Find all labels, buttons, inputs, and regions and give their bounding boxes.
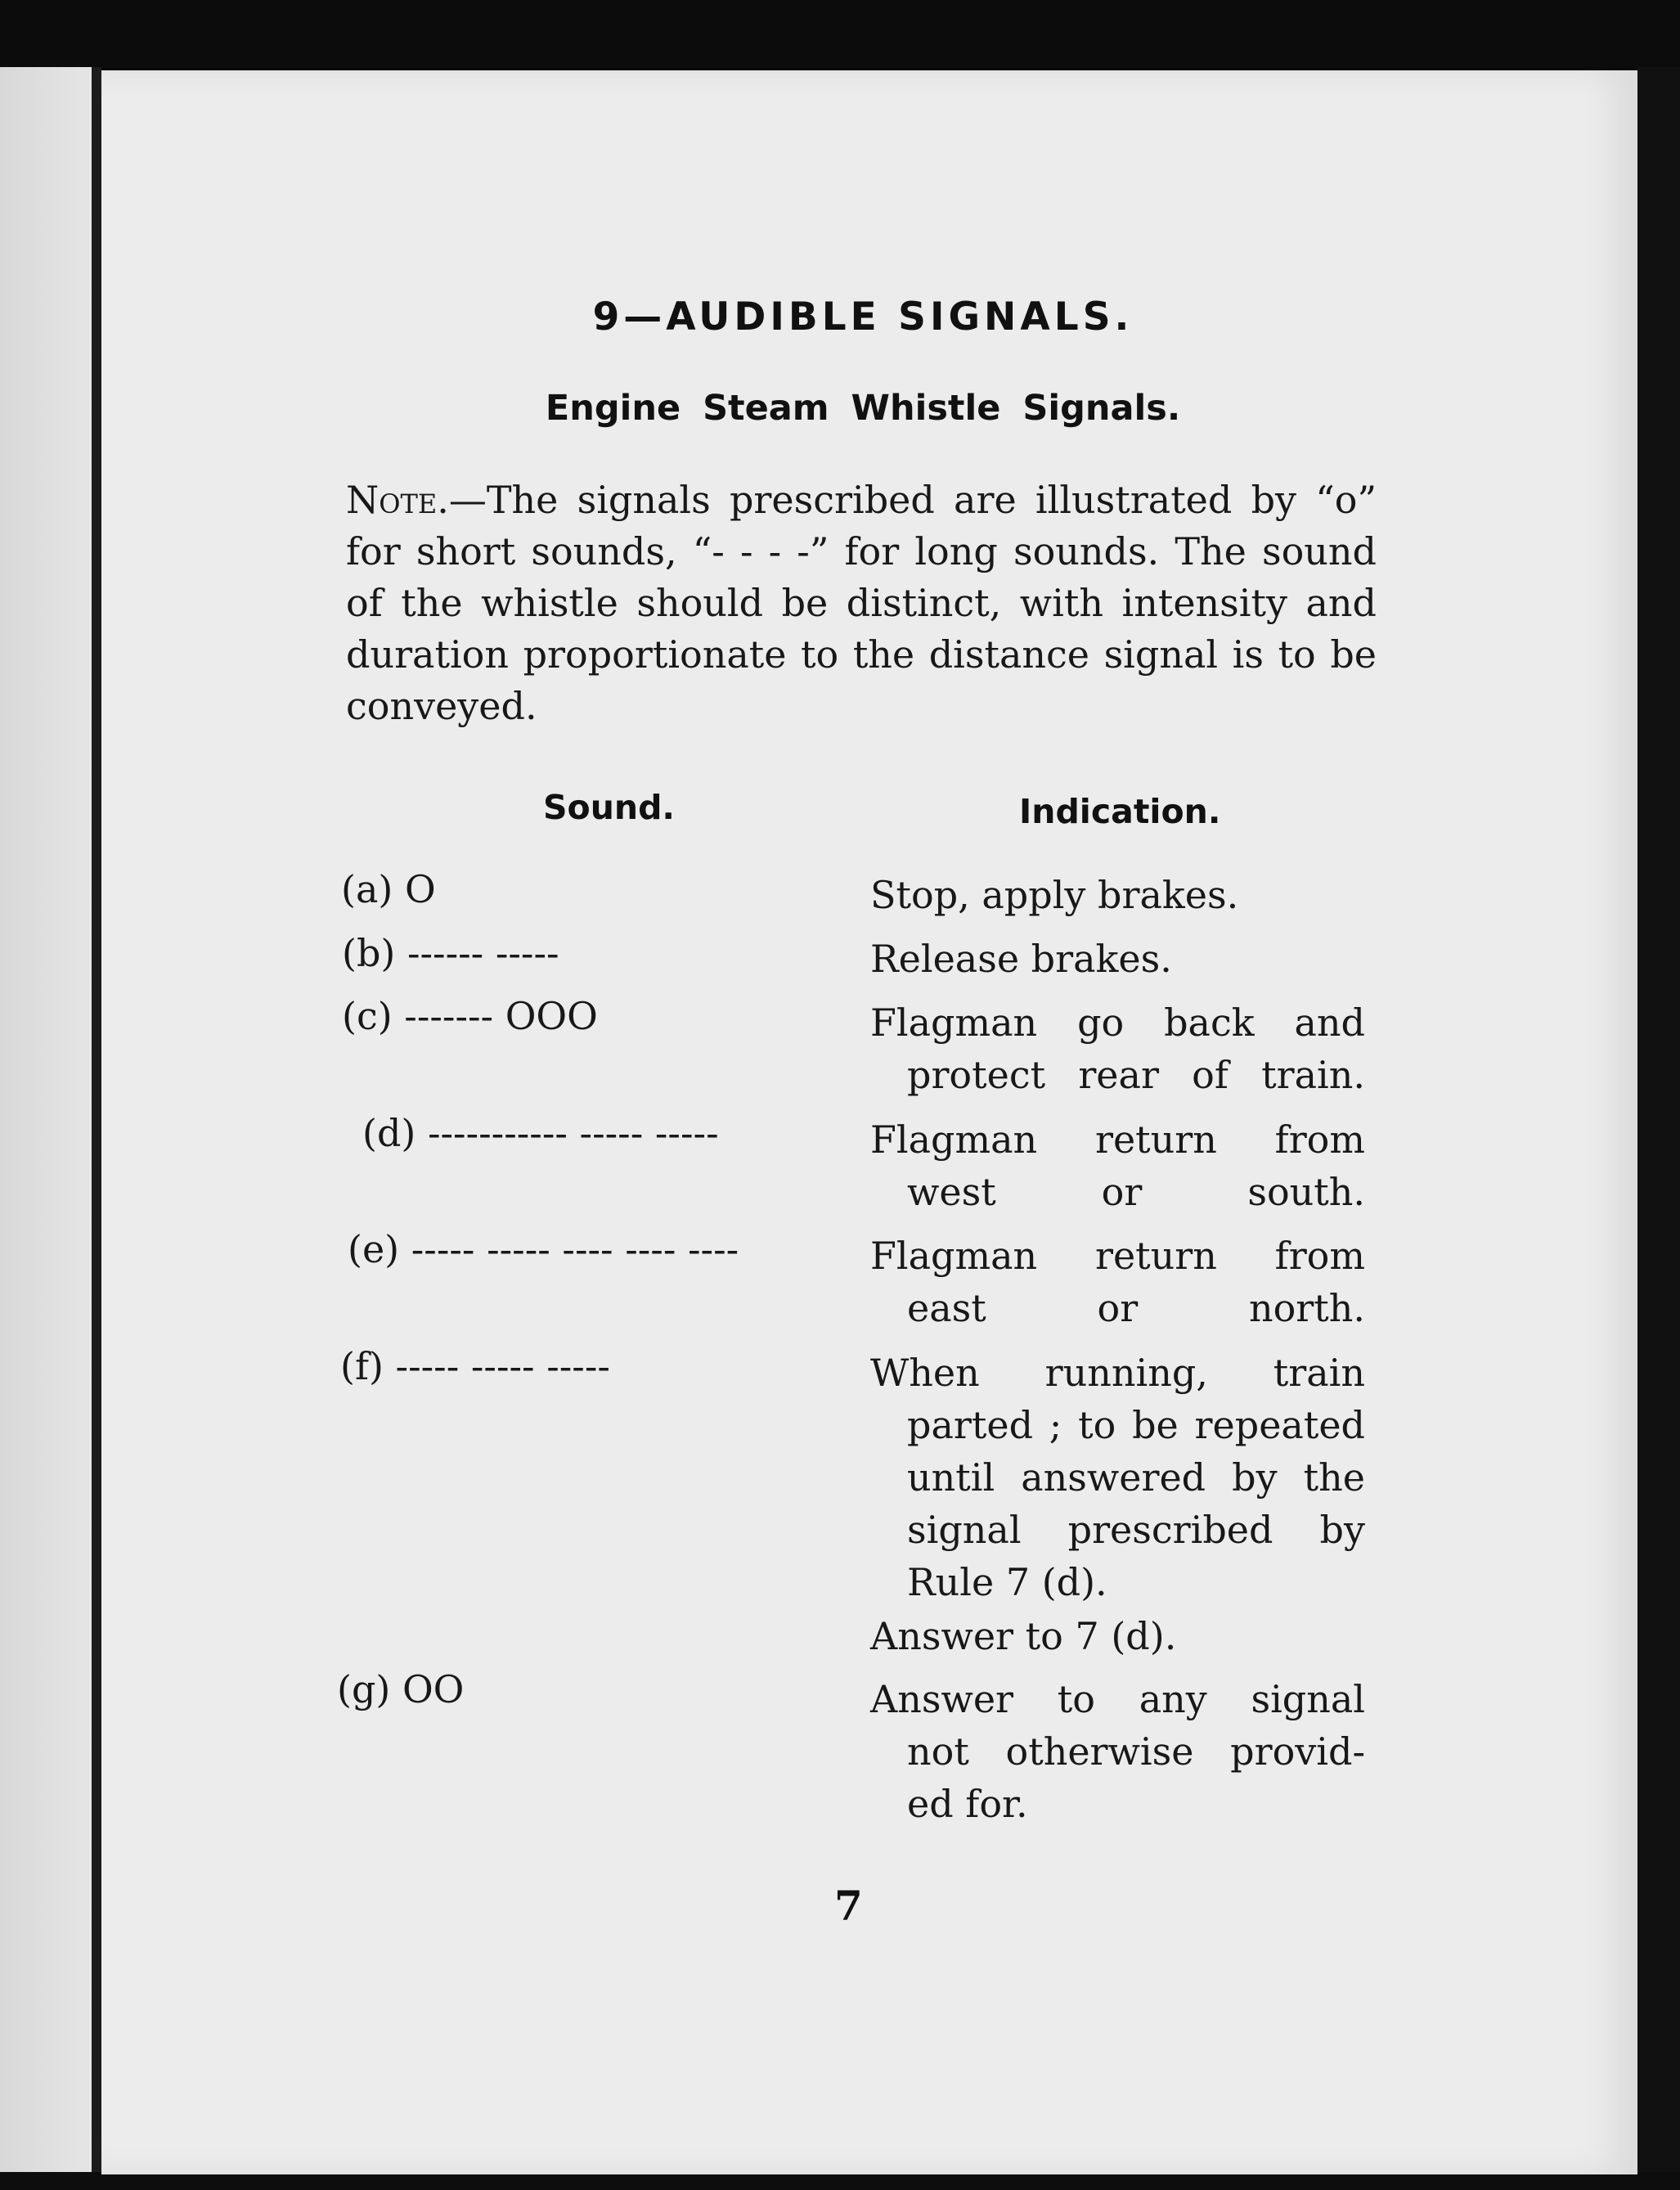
indication-line: Answer to 7 (d). [870,1614,1177,1658]
indication-line: Rule 7 (d). [907,1560,1107,1604]
column-header-sound: Sound. [543,788,675,827]
document-page [101,70,1637,2174]
scan-bottom-border [0,2172,1680,2190]
note-paragraph [346,474,1377,732]
signal-indication-b [870,933,1365,985]
signal-indication-answer-7d [870,1610,1365,1662]
indication-line: signal prescribed by [907,1508,1365,1552]
indication-line: Flagman return from [870,1234,1365,1278]
indication-line: Stop, apply brakes. [870,873,1239,917]
signal-sound-g: (g) OO [337,1667,465,1711]
signal-sound-f: (f) ----- ----- ----- [340,1344,610,1388]
signal-indication-e [870,1230,1365,1334]
note-text: —The signals prescribed are illustrated by “o” for short sounds, “- - - -” for long sounds. The sound of the whistle should be distinct, with intensity and duration proportionate to the distance signal is to be conveyed. [346,478,1377,728]
signal-sound-c: (c) ------- OOO [342,994,598,1038]
indication-line: ed for. [907,1782,1028,1826]
indication-line: until answered by the [907,1455,1365,1500]
column-header-indication: Indication. [1019,792,1221,831]
signal-sound-d: (d) ----------- ----- ----- [362,1111,719,1155]
signal-indication-d [870,1113,1365,1218]
signal-sound-a: (a) O [341,867,436,911]
section-title: 9—AUDIBLE SIGNALS. [592,295,1134,340]
indication-line: Flagman go back and [870,1001,1365,1045]
scan-right-border [1637,67,1680,2190]
indication-line: parted ; to be repeated [907,1403,1365,1447]
indication-line: When running, train [870,1351,1365,1395]
facing-page-edge [0,67,98,2176]
signal-indication-g [870,1673,1365,1830]
section-subtitle: Engine Steam Whistle Signals. [545,388,1181,429]
indication-line: protect rear of train. [907,1053,1365,1097]
signal-sound-e: (e) ----- ----- ---- ---- ---- [348,1227,739,1271]
indication-line: Answer to any signal [870,1677,1365,1721]
book-gutter [92,67,101,2176]
scan-top-border [0,0,1680,67]
indication-line: west or south. [907,1170,1365,1214]
signal-indication-c [870,996,1365,1101]
signal-sound-b: (b) ------ ----- [342,931,559,975]
page-number: 7 [834,1882,863,1930]
signal-indication-a [870,869,1365,921]
signal-indication-f [870,1347,1365,1608]
indication-line: east or north. [907,1286,1365,1330]
indication-line: not otherwise provid- [907,1729,1365,1774]
note-lead: Note. [346,478,449,522]
indication-line: Release brakes. [870,937,1172,981]
indication-line: Flagman return from [870,1117,1365,1162]
